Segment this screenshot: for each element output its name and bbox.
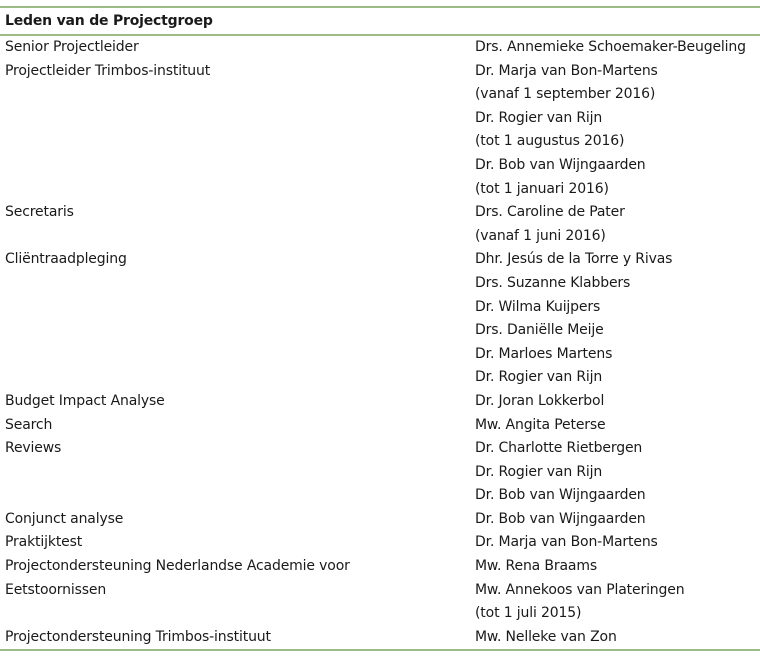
table-row bbox=[0, 154, 760, 178]
table-row bbox=[0, 83, 760, 107]
table-row bbox=[0, 531, 760, 555]
member-cell: (vanaf 1 september 2016) bbox=[475, 86, 656, 103]
member-cell: Dr. Wilma Kuijpers bbox=[475, 298, 601, 315]
role-cell bbox=[0, 272, 470, 296]
role-cell bbox=[0, 319, 470, 343]
member-cell: Dr. Rogier van Rijn bbox=[475, 369, 603, 386]
role-cell: Conjunct analyse bbox=[5, 510, 124, 527]
table-row bbox=[0, 130, 760, 154]
table-row bbox=[0, 107, 760, 131]
table-row bbox=[0, 36, 760, 60]
role-cell: Cliëntraadpleging bbox=[5, 251, 127, 268]
member-cell: Dr. Bob van Wijngaarden bbox=[475, 510, 646, 527]
table-row bbox=[0, 579, 760, 603]
table-row bbox=[0, 319, 760, 343]
member-cell: Dr. Joran Lokkerbol bbox=[475, 392, 605, 409]
role-cell bbox=[0, 130, 470, 154]
role-cell: Eetstoornissen bbox=[5, 581, 107, 598]
role-cell: Secretaris bbox=[5, 204, 74, 221]
role-cell bbox=[0, 296, 470, 320]
table-row bbox=[0, 201, 760, 225]
table-row bbox=[0, 248, 760, 272]
role-cell bbox=[0, 178, 470, 202]
table-row bbox=[0, 461, 760, 485]
table-row bbox=[0, 60, 760, 84]
role-cell: Projectondersteuning Nederlandse Academie voor bbox=[5, 558, 350, 575]
role-cell bbox=[0, 602, 470, 626]
role-cell bbox=[0, 154, 470, 178]
role-cell: Reviews bbox=[5, 440, 62, 457]
member-cell: Dr. Bob van Wijngaarden bbox=[475, 487, 646, 504]
role-cell: Projectondersteuning Trimbos-instituut bbox=[5, 628, 271, 645]
table-row bbox=[0, 225, 760, 249]
table-row bbox=[0, 390, 760, 414]
member-cell: Dr. Marja van Bon-Martens bbox=[475, 534, 658, 551]
role-cell bbox=[0, 461, 470, 485]
role-cell: Search bbox=[5, 416, 53, 433]
role-cell bbox=[0, 83, 470, 107]
member-cell: Mw. Annekoos van Plateringen bbox=[475, 581, 685, 598]
member-cell: Drs. Caroline de Pater bbox=[475, 204, 625, 221]
role-cell: Senior Projectleider bbox=[5, 39, 139, 55]
table-row bbox=[0, 366, 760, 390]
role-cell bbox=[0, 484, 470, 508]
member-cell: Dr. Marja van Bon-Martens bbox=[475, 62, 658, 79]
table-title: Leden van de Projectgroep bbox=[5, 13, 213, 29]
member-cell: (tot 1 januari 2016) bbox=[475, 180, 609, 197]
member-cell: Mw. Angita Peterse bbox=[475, 416, 606, 433]
member-cell: Mw. Nelleke van Zon bbox=[475, 628, 617, 645]
member-cell: Dhr. Jesús de la Torre y Rivas bbox=[475, 251, 673, 268]
member-cell: (vanaf 1 juni 2016) bbox=[475, 227, 606, 244]
role-cell: Praktijktest bbox=[5, 534, 83, 551]
table-row bbox=[0, 414, 760, 438]
role-cell: Projectleider Trimbos-instituut bbox=[5, 62, 211, 79]
table-row bbox=[0, 343, 760, 367]
member-cell: Dr. Charlotte Rietbergen bbox=[475, 440, 643, 457]
table-row bbox=[0, 484, 760, 508]
role-cell bbox=[0, 343, 470, 367]
table-row bbox=[0, 296, 760, 320]
member-cell: Mw. Rena Braams bbox=[475, 558, 597, 575]
table-row bbox=[0, 555, 760, 579]
table-row bbox=[0, 437, 760, 461]
table-row bbox=[0, 272, 760, 296]
role-cell bbox=[0, 366, 470, 390]
role-cell: Budget Impact Analyse bbox=[5, 392, 165, 409]
table-body bbox=[0, 36, 760, 649]
member-cell: Dr. Rogier van Rijn bbox=[475, 463, 603, 480]
member-cell: Dr. Rogier van Rijn bbox=[475, 109, 603, 126]
member-cell: Dr. Marloes Martens bbox=[475, 345, 613, 362]
table-row bbox=[0, 508, 760, 532]
member-cell: (tot 1 augustus 2016) bbox=[475, 133, 625, 150]
member-cell: (tot 1 juli 2015) bbox=[475, 605, 582, 622]
table-row bbox=[0, 602, 760, 626]
bottom-rule bbox=[0, 649, 760, 651]
table-row bbox=[0, 626, 760, 650]
member-cell: Drs. Suzanne Klabbers bbox=[475, 274, 631, 291]
table-row bbox=[0, 178, 760, 202]
member-cell: Drs. Annemieke Schoemaker-Beugeling bbox=[475, 39, 746, 55]
member-cell: Dr. Bob van Wijngaarden bbox=[475, 156, 646, 173]
role-cell bbox=[0, 225, 470, 249]
role-cell bbox=[0, 107, 470, 131]
member-cell: Drs. Daniëlle Meije bbox=[475, 322, 604, 339]
